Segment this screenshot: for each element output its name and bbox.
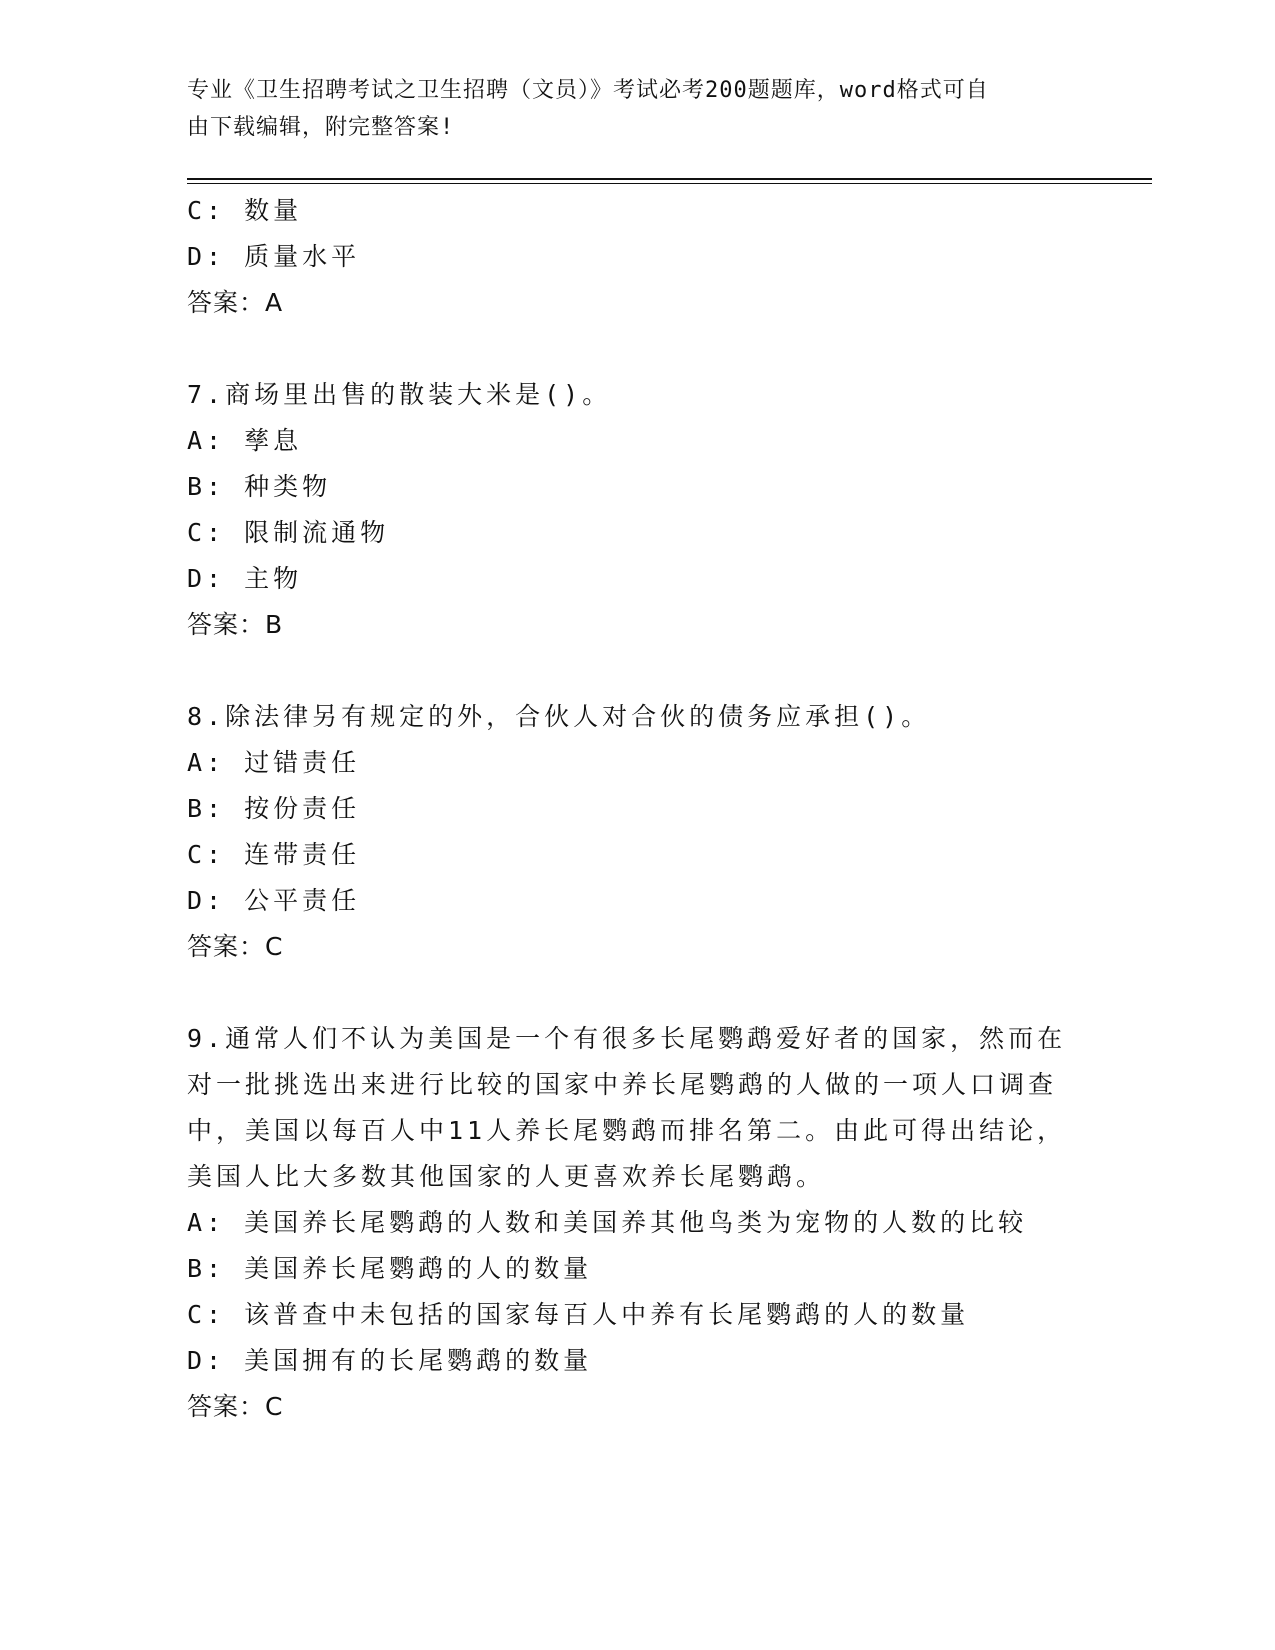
page-header	[187, 72, 1067, 146]
option-d: D: 主物	[187, 564, 303, 593]
question-7	[187, 372, 1087, 648]
answer: 答案：C	[187, 932, 284, 961]
option-c: C: 连带责任	[187, 840, 361, 869]
option-a: A: 过错责任	[187, 748, 361, 777]
answer: 答案：B	[187, 610, 284, 639]
header-divider-thick	[187, 178, 1152, 180]
option-d: D: 美国拥有的长尾鹦鹉的数量	[187, 1346, 593, 1375]
question-6-tail	[187, 188, 1087, 326]
option-b: B: 按份责任	[187, 794, 361, 823]
question-stem-line-3: 中，美国以每百人中11人养长尾鹦鹉而排名第二。由此可得出结论，	[187, 1116, 1067, 1145]
header-line-1: 专业《卫生招聘考试之卫生招聘（文员）》考试必考200题题库，word格式可自	[187, 78, 989, 103]
answer: 答案：A	[187, 288, 284, 317]
option-b: B: 种类物	[187, 472, 332, 501]
spacer	[187, 970, 1087, 1016]
question-9	[187, 1016, 1087, 1430]
option-c: C: 该普查中未包括的国家每百人中养有长尾鹦鹉的人的数量	[187, 1300, 970, 1329]
option-d: D: 公平责任	[187, 886, 361, 915]
question-stem: 7.商场里出售的散装大米是()。	[187, 380, 612, 409]
question-stem: 8.除法律另有规定的外，合伙人对合伙的债务应承担()。	[187, 702, 931, 731]
option-a: A: 孳息	[187, 426, 303, 455]
option-c: C: 数量	[187, 196, 303, 225]
question-8	[187, 694, 1087, 970]
answer: 答案：C	[187, 1392, 284, 1421]
option-c: C: 限制流通物	[187, 518, 390, 547]
question-stem-line-4: 美国人比大多数其他国家的人更喜欢养长尾鹦鹉。	[187, 1162, 826, 1191]
spacer	[187, 648, 1087, 694]
spacer	[187, 326, 1087, 372]
option-a: A: 美国养长尾鹦鹉的人数和美国养其他鸟类为宠物的人数的比较	[187, 1208, 1028, 1237]
question-stem-line-1: 9.通常人们不认为美国是一个有很多长尾鹦鹉爱好者的国家，然而在	[187, 1024, 1067, 1053]
option-b: B: 美国养长尾鹦鹉的人的数量	[187, 1254, 593, 1283]
header-divider-thin	[187, 183, 1152, 184]
option-d: D: 质量水平	[187, 242, 361, 271]
question-stem-line-2: 对一批挑选出来进行比较的国家中养长尾鹦鹉的人做的一项人口调查	[187, 1070, 1058, 1099]
document-body	[187, 188, 1087, 1430]
header-line-2: 由下载编辑，附完整答案!	[187, 115, 455, 140]
